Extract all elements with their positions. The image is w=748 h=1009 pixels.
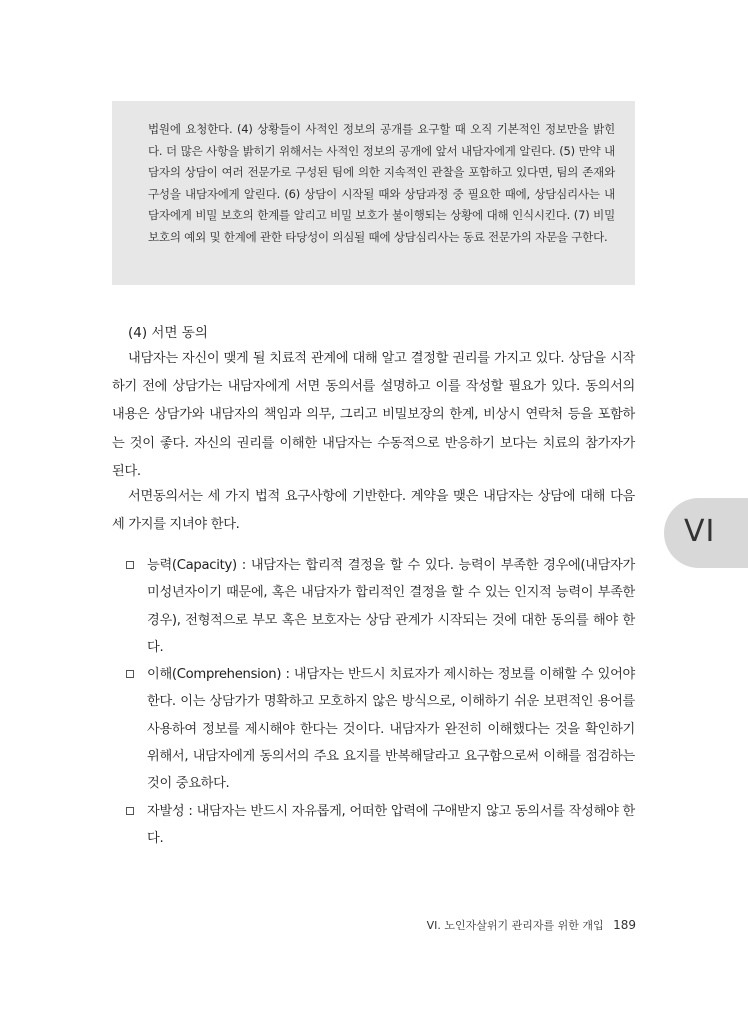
box-paragraph: 법원에 요청한다. (4) 상황들이 사적인 정보의 공개를 요구할 때 오직 기본적인 정보만을 밝힌다. 더 많은 사항을 밝히기 위해서는 사적인 정보의 공개에 앞서 내담자에게 알린다. (5) 만약 내담자의 상담이 여러 전문가로 구성된 팀에 의한 지속적인 관찰을 포함하고 있다면, 팀의 존재와 구성을 내담자에게 알린다. (6) 상담이 시작될 때와 상담과정 중 필요한 때에, 상담심리사는 내담자에게 비밀 보호의 한계를 알리고 비밀 보호가 불이행되는 상황에 대해 인식시킨다. (7) 비밀보호의 예외 및 한계에 관한 타당성이 의심될 때에 상담심리사는 동료 전문가의 자문을 구한다. <box>148 122 615 244</box>
running-title: VI. 노인자살위기 관리자를 위한 개입 <box>426 919 604 932</box>
list-item-text: 이해(Comprehension) : 내담자는 반드시 치료자가 제시하는 정보를 이해할 수 있어야 한다. 이는 상담가가 명확하고 모호하지 않은 방식으로, 이해하기 쉬운 보편적인 용어를 사용하여 정보를 제시해야 한다는 것이다. 내담자가 완전히 이해했다는 것을 확인하기 위해서, 내담자에게 동의서의 주요 요지를 반복해달라고 요구함으로써 이해를 점검하는 것이 중요하다. <box>147 667 635 792</box>
list-item-comprehension <box>124 661 635 797</box>
list-item-text: 능력(Capacity) : 내담자는 합리적 결정을 할 수 있다. 능력이 부족한 경우에(내담자가 미성년자이기 때문에, 혹은 내담자가 합리적인 결정을 할 수 있는 인지적 능력이 부족한 경우), 전형적으로 부모 혹은 보호자는 상담 관계가 시작되는 것에 대한 동의를 해야 한다. <box>147 558 635 655</box>
section-heading: (4) 서면 동의 <box>128 325 208 341</box>
checkbox-square-icon <box>126 807 134 815</box>
body-paragraph-1: 내담자는 자신이 맺게 될 치료적 관계에 대해 알고 결정할 권리를 가지고 있다. 상담을 시작하기 전에 상담가는 내담자에게 서면 동의서를 설명하고 이를 작성할 필요가 있다. 동의서의 내용은 상담가와 내담자의 책임과 의무, 그리고 비밀보장의 한계, 비상시 연락처 등을 포함하는 것이 좋다. 자신의 권리를 이해한 내담자는 수동적으로 반응하기 보다는 치료의 참가자가 된다. <box>112 351 635 479</box>
checkbox-square-icon <box>126 670 134 678</box>
quoted-text-box <box>112 101 635 285</box>
page-footer <box>427 917 636 933</box>
body-paragraph-2: 서면동의서는 세 가지 법적 요구사항에 기반한다. 계약을 맺은 내담자는 상담에 대해 다음 세 가지를 지녀야 한다. <box>112 489 635 533</box>
page-number: 189 <box>613 918 636 932</box>
requirements-list <box>124 552 635 852</box>
list-item-voluntariness <box>124 798 635 853</box>
list-item-capacity <box>124 552 635 661</box>
checkbox-square-icon <box>126 561 134 569</box>
list-item-text: 자발성 : 내담자는 반드시 자유롭게, 어떠한 압력에 구애받지 않고 동의서를 작성해야 한다. <box>147 803 635 846</box>
chapter-tab-label: VI <box>684 514 716 549</box>
